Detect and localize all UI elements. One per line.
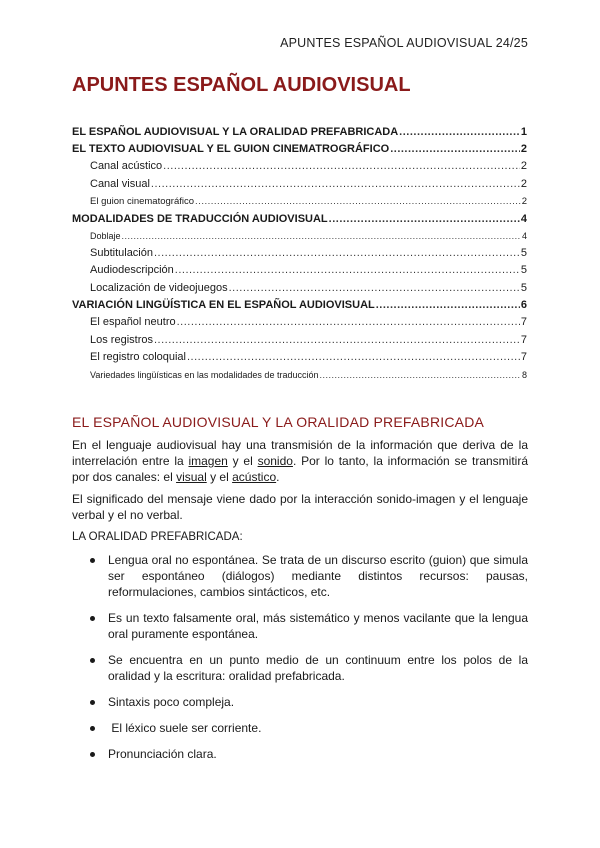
bullet-icon bbox=[90, 658, 95, 663]
bullet-icon bbox=[90, 752, 95, 757]
toc-leader bbox=[187, 349, 520, 367]
toc-leader bbox=[229, 280, 520, 298]
toc-entry[interactable] bbox=[72, 211, 527, 228]
toc-entry[interactable] bbox=[72, 141, 527, 158]
toc-entry-page: 2 bbox=[521, 196, 527, 207]
toc-entry-label: Canal visual bbox=[90, 177, 150, 190]
toc-entry-label: El español neutro bbox=[90, 316, 176, 328]
text-run: . Por lo tanto, la información se transmitirá por dos canales: el bbox=[72, 454, 528, 484]
toc-leader bbox=[175, 262, 520, 280]
toc-leader bbox=[154, 245, 520, 263]
underlined-term: visual bbox=[176, 470, 207, 484]
intro-paragraph bbox=[72, 437, 528, 485]
toc-entry-page: 7 bbox=[520, 333, 527, 346]
toc-leader bbox=[399, 124, 520, 141]
toc-leader bbox=[319, 367, 521, 384]
toc-entry[interactable] bbox=[72, 176, 527, 194]
subheading: LA ORALIDAD PREFABRICADA: bbox=[72, 531, 243, 543]
toc-entry-label: Doblaje bbox=[90, 230, 121, 241]
toc-leader bbox=[163, 158, 520, 176]
text-run: En el lenguaje audiovisual hay una transmisión de la información que deriva de la interrelación entre la bbox=[72, 438, 528, 468]
list-item-text: Se encuentra en un punto medio de un continuum entre los polos de la oralidad y la escritura: oralidad prefabricada. bbox=[108, 653, 528, 683]
toc-leader bbox=[195, 193, 521, 211]
list-item bbox=[72, 720, 528, 736]
toc-entry-page: 2 bbox=[520, 177, 527, 190]
toc-entry[interactable] bbox=[72, 349, 527, 367]
toc-entry-page: 1 bbox=[520, 126, 527, 138]
list-item bbox=[72, 552, 528, 600]
list-item bbox=[72, 746, 528, 762]
list-item bbox=[72, 652, 528, 684]
list-item-text: Pronunciación clara. bbox=[108, 747, 217, 761]
toc-entry-label: Los registros bbox=[90, 333, 153, 346]
text-run: . bbox=[276, 470, 280, 484]
toc-entry-page: 5 bbox=[520, 281, 527, 294]
toc-entry[interactable] bbox=[72, 367, 527, 384]
toc-entry-page: 2 bbox=[520, 160, 527, 172]
toc-entry-label: Subtitulación bbox=[90, 246, 153, 259]
text-run: y el bbox=[227, 454, 258, 468]
toc-entry-label: Audiodescripción bbox=[90, 264, 174, 276]
list-item-text: El léxico suele ser corriente. bbox=[108, 721, 262, 735]
toc-entry-label: VARIACIÓN LINGÜÍSTICA EN EL ESPAÑOL AUDIOVISUAL bbox=[72, 299, 375, 311]
toc-entry[interactable] bbox=[72, 297, 527, 314]
meaning-paragraph: El significado del mensaje viene dado por la interacción sonido-imagen y el lenguaje verbal y el no verbal. bbox=[72, 492, 528, 522]
toc-leader bbox=[177, 314, 520, 332]
toc-entry[interactable] bbox=[72, 280, 527, 298]
toc-entry-label: EL ESPAÑOL AUDIOVISUAL Y LA ORALIDAD PREFABRICADA bbox=[72, 126, 399, 138]
bullet-icon bbox=[90, 616, 95, 621]
list-item bbox=[72, 610, 528, 642]
bullet-icon bbox=[90, 726, 95, 731]
underlined-term: acústico bbox=[232, 470, 277, 484]
toc-entry-label: Variedades lingüísticas en las modalidades de traducción bbox=[90, 369, 319, 380]
toc-leader bbox=[376, 297, 520, 314]
running-header: APUNTES ESPAÑOL AUDIOVISUAL 24/25 bbox=[280, 36, 528, 50]
underlined-term: imagen bbox=[188, 454, 228, 468]
toc-entry-label: El guion cinematográfico bbox=[90, 196, 195, 207]
toc-entry-page: 6 bbox=[520, 299, 527, 311]
toc-leader bbox=[151, 176, 520, 194]
bullet-list bbox=[72, 552, 528, 762]
toc-entry-label: Canal acústico bbox=[90, 160, 163, 172]
list-item bbox=[72, 694, 528, 710]
toc-leader bbox=[122, 228, 521, 245]
list-item-text: Lengua oral no espontánea. Se trata de un discurso escrito (guion) que simula ser espontáneo (diálogos) mediante distintos recursos: pausas, reformulaciones, cambios sintácticos, etc. bbox=[108, 553, 528, 599]
toc-leader bbox=[154, 332, 520, 350]
document-title: APUNTES ESPAÑOL AUDIOVISUAL bbox=[72, 74, 411, 96]
list-item-text: Sintaxis poco compleja. bbox=[108, 695, 235, 709]
toc-entry[interactable] bbox=[72, 262, 527, 280]
toc-leader bbox=[329, 211, 520, 228]
underlined-term: sonido bbox=[257, 454, 293, 468]
toc-entry[interactable] bbox=[72, 228, 527, 245]
toc-entry[interactable] bbox=[72, 332, 527, 350]
toc-entry-page: 2 bbox=[520, 143, 527, 155]
bullet-icon bbox=[90, 700, 95, 705]
toc-entry-page: 5 bbox=[520, 264, 527, 276]
toc-leader bbox=[390, 141, 520, 158]
toc-entry[interactable] bbox=[72, 193, 527, 211]
list-item-text: Es un texto falsamente oral, más sistemático y menos vacilante que la lengua oral puramente espontánea. bbox=[108, 611, 528, 641]
toc-entry-label: EL TEXTO AUDIOVISUAL Y EL GUION CINEMATROGRÁFICO bbox=[72, 143, 390, 155]
toc-entry-label: El registro coloquial bbox=[90, 351, 186, 363]
toc-entry-label: MODALIDADES DE TRADUCCIÓN AUDIOVISUAL bbox=[72, 212, 328, 225]
toc-entry[interactable] bbox=[72, 158, 527, 176]
table-of-contents bbox=[72, 124, 527, 384]
text-run: y el bbox=[206, 470, 233, 484]
section-heading: EL ESPAÑOL AUDIOVISUAL Y LA ORALIDAD PREFABRICADA bbox=[72, 414, 485, 430]
toc-entry-page: 4 bbox=[520, 212, 527, 225]
toc-entry[interactable] bbox=[72, 245, 527, 263]
toc-entry-label: Localización de videojuegos bbox=[90, 281, 228, 294]
toc-entry-page: 8 bbox=[521, 369, 527, 380]
toc-entry[interactable] bbox=[72, 314, 527, 332]
toc-entry[interactable] bbox=[72, 124, 527, 141]
toc-entry-page: 7 bbox=[520, 351, 527, 363]
toc-entry-page: 5 bbox=[520, 246, 527, 259]
toc-entry-page: 7 bbox=[520, 316, 527, 328]
toc-entry-page: 4 bbox=[521, 230, 527, 241]
bullet-icon bbox=[90, 558, 95, 563]
